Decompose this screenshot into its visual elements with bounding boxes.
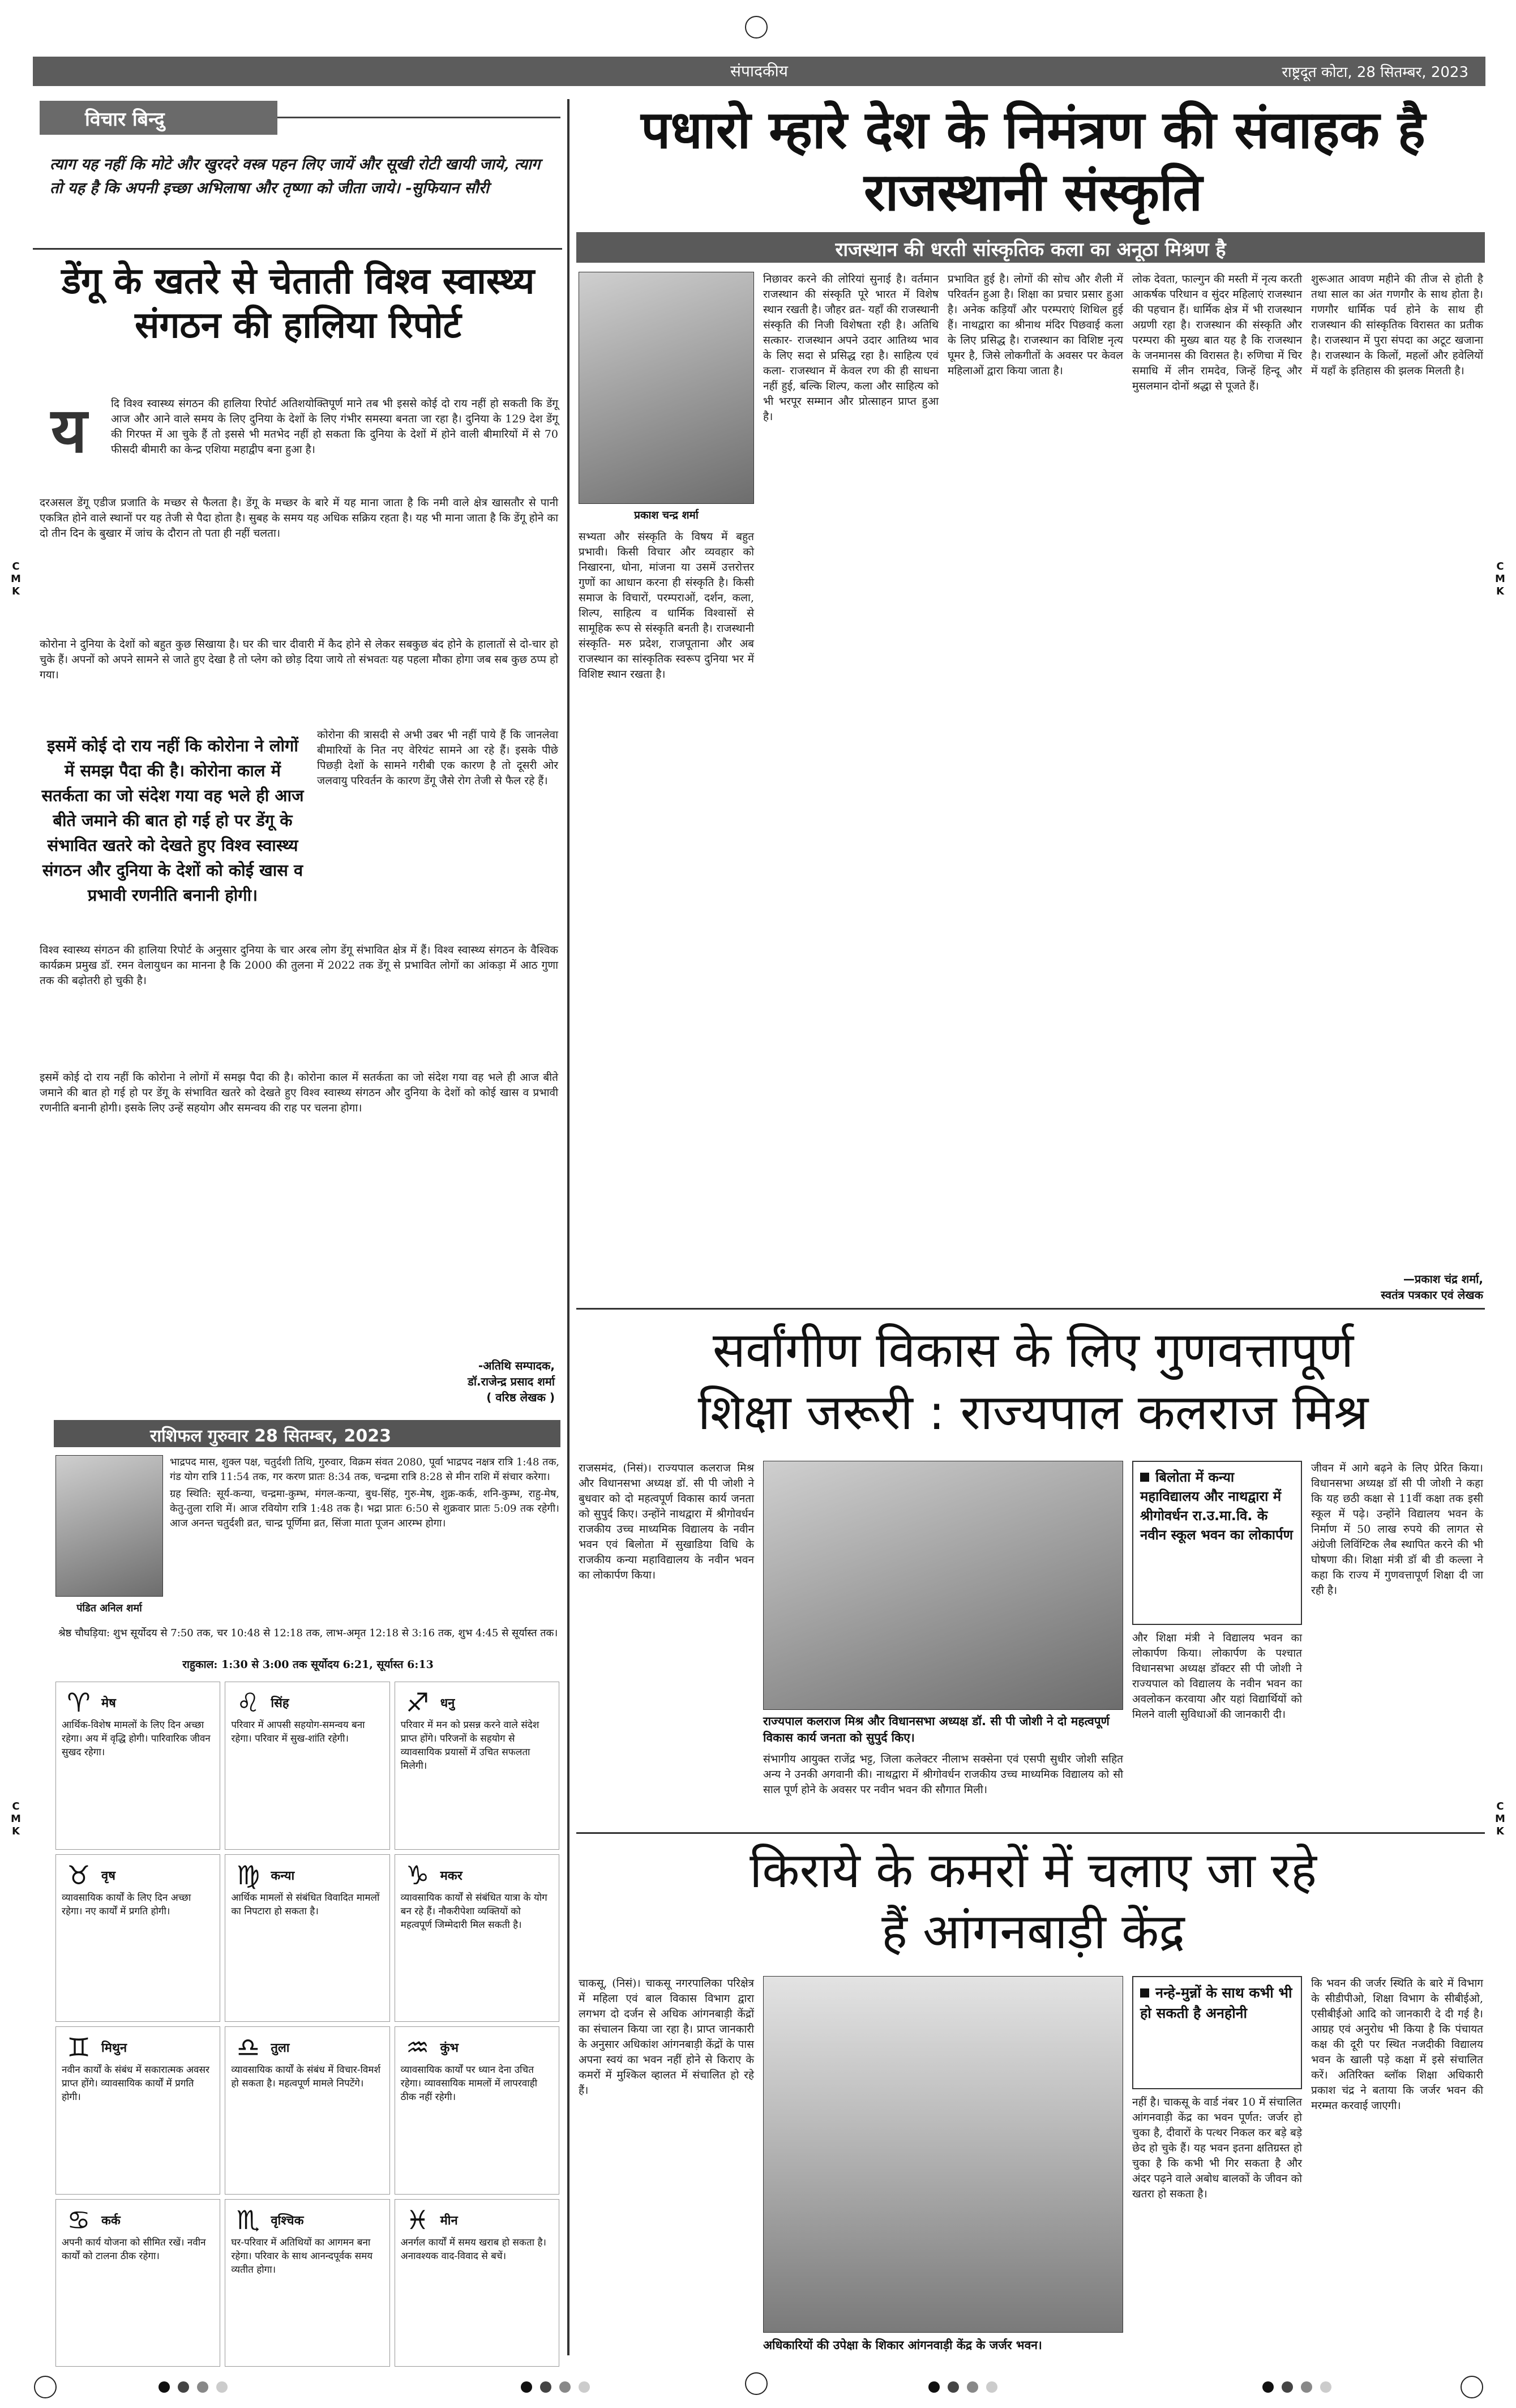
- governor-box-title: बिलोता में कन्या महाविद्यालय और नाथद्वारा में श्रीगोवर्धन रा.उ.मा.वि. के नवीन स्कूल भवन का लोकार्पण: [1140, 1469, 1293, 1543]
- rajasthan-col-3: प्रभावित हुई है। लोगों की सोच और शैली में परिवर्तन हुआ है। शिक्षा का प्रचार प्रसार हुआ है। अनेक कड़ियाँ और परम्पराएं शिथिल हुई हैं। नाथद्वारा का श्रीनाथ मंदिर पिछवाई कला के लिए प्रसिद्ध है। राजस्थान का विशिष्ट नृत्य घूमर है, जिसे लोकगीतों के अवसर पर केवल महिलाओं द्वारा किया जाता है।: [948, 273, 1123, 377]
- rajasthan-byline: —प्रकाश चंद्र शर्मा, स्वतंत्र पत्रकार एवं लेखक: [1381, 1272, 1483, 1302]
- vichar-rule: [277, 117, 560, 118]
- governor-col-4: जीवन में आगे बढ़ने के लिए प्रेरित किया। विधानसभा अध्यक्ष डॉ सी पी जोशी ने कहा कि यह छठी कक्षा से 11वीं कक्षा तक इसी स्कूल में पढ़े। उन्होंने विद्यालय भवन के निर्माण में 50 लाख रुपये की लागत से अंग्रेजी लिविंग्टिक लैब स्थापित करने की भी घोषणा की। शिक्षा मंत्री डॉ बी डी कल्ला ने कहा कि राज्य में गुणवत्तापूर्ण शिक्षा दी जा रही है।: [1311, 1462, 1483, 1597]
- governor-box-bullet: [1140, 1473, 1149, 1482]
- rashi-text: व्यावसायिक कार्यों से संबंधित यात्रा के योग बन रहे हैं। नौकरीपेशा व्यक्तियों को महत्वपूर्ण जिम्मेदारी मिल सकती है।: [400, 1892, 547, 1931]
- rashi-cell: [225, 1682, 389, 1850]
- dengue-para-5: विश्व स्वास्थ्य संगठन की हालिया रिपोर्ट के अनुसार दुनिया के चार अरब लोग डेंगू संभावित क्षेत्र में हैं। विश्व स्वास्थ्य संगठन के वैश्विक कार्यक्रम प्रमुख डॉ. रमन वेलायुधन का मानना है कि 2000 की तुलना में 2022 तक डेंगू से प्रभावित लोगों का आंकड़ा में आठ गुणा तक की बढ़ोतरी हो चुकी है।: [40, 944, 558, 987]
- governor-col-2: संभागीय आयुक्त राजेंद्र भट्ट, जिला कलेक्टर नीलाभ सक्सेना एवं एसपी सुधीर जोशी सहित अन्य ने उनकी अगवानी की। नाथद्वारा में श्रीगोवर्धन राजकीय उच्च माध्यमिक विद्यालय को सौ साल पूर्ण होने के अवसर पर नवीन भवन की सौगात मिली।: [763, 1753, 1123, 1796]
- vichar-label: विचार बिन्दु: [85, 108, 165, 131]
- anganwadi-box-title: नन्हे-मुन्नों के साथ कभी भी हो सकती है अनहोनी: [1140, 1984, 1292, 2021]
- rule: [33, 248, 562, 250]
- section-header-bar: [33, 57, 1485, 86]
- zodiac-icon: ♌: [236, 1687, 260, 1718]
- rashi-text: आर्थिक-विशेष मामलों के लिए दिन अच्छा रहेगा। अय में वृद्धि होगी। पारिवारिक जीवन सुखद रहेगा।: [62, 1720, 211, 1758]
- author-photo: [579, 272, 754, 504]
- rashi-cell: [395, 2026, 559, 2195]
- cmk-mark: C M K: [11, 1800, 21, 1837]
- rajasthan-subhead-bar: [576, 232, 1485, 263]
- rashi-text: परिवार में मन को प्रसन्न करने वाले संदेश प्राप्त होंगे। परिजनों के सहयोग से व्यावसायिक प्रयासों में उचित सफलता मिलेगी।: [400, 1720, 539, 1772]
- rashi-text: अपनी कार्य योजना को सीमित रखें। नवीन कार्यों को टालना ठीक रहेगा।: [62, 2236, 206, 2262]
- rashi-name: कन्या: [271, 1868, 295, 1883]
- rashi-name: मकर: [440, 1868, 462, 1883]
- color-bar: [1262, 2381, 1353, 2395]
- color-bar: [521, 2381, 611, 2395]
- rashi-cell: [225, 2026, 389, 2195]
- rashi-cell: [395, 1682, 559, 1850]
- governor-col-1: राजसमंद, (निसं)। राज्यपाल कलराज मिश्र और विधानसभा अध्यक्ष डॉ. सी पी जोशी ने बुधवार को दो महत्वपूर्ण विकास कार्य जनता को सुपुर्द किए। उन्होंने नाथद्वारा में श्रीगोवर्धन राजकीय उच्च माध्यमिक विद्यालय के नवीन भवन एवं बिलोता में सुखाडिया विधि के राजकीय कन्या महाविद्यालय के नवीन भवन का लोकार्पण किया।: [579, 1462, 754, 1581]
- rule: [576, 1832, 1485, 1834]
- rashi-text: परिवार में आपसी सहयोग-समन्वय बना रहेगा। परिवार में सुख-शांति रहेगी।: [231, 1720, 365, 1744]
- rashi-cell: [225, 1854, 389, 2022]
- governor-headline: सर्वांगीण विकास के लिए गुणवत्तापूर्ण शिक्षा जरूरी : राज्यपाल कलराज मिश्र: [697, 1322, 1369, 1441]
- zodiac-icon: ♊: [67, 2032, 91, 2063]
- cmk-mark: C M K: [1495, 561, 1505, 597]
- color-bar: [159, 2381, 249, 2395]
- zodiac-icon: ♈: [67, 1687, 91, 1718]
- anganwadi-col-2: नहीं है। चाकसू के वार्ड नंबर 10 में संचालित आंगनवाड़ी केंद्र का भवन पूर्णत: जर्जर हो चुका है, दीवारों के पत्थर निकल कर बड़े बड़े छेद हो चुके हैं। यह भवन इतना क्षतिग्रस्त हो चुका है कि कभी भी गिर सकता है और अंदर पढ़ने वाले अबोध बालकों के जीवन को खतरा हो सकता है।: [1132, 2096, 1302, 2200]
- registration-mark: [1461, 2376, 1483, 2398]
- zodiac-icon: ♓: [406, 2204, 430, 2235]
- pundit-name: पंडित अनिल शर्मा: [76, 1602, 142, 1614]
- dengue-para-2: दरअसल डेंगू एडीज प्रजाति के मच्छर से फैलता है। डेंगू के मच्छर के बारे में यह माना जाता है कि नमी वाले क्षेत्र खासतौर से पानी एकत्रित होने वाले स्थानों पर यह तेजी से पैदा होता है। सुबह के समय यह अधिक सक्रिय रहता है। यह भी माना जाता है कि डेंगू होने का दो तीन दिन के बुखार में जांच के दौरान तो पता ही नहीं चलता।: [40, 497, 558, 540]
- color-bar: [928, 2381, 1019, 2395]
- zodiac-icon: ♋: [67, 2204, 91, 2235]
- rashifal-title-bar: [54, 1420, 560, 1447]
- rashi-cell: [395, 2199, 559, 2367]
- zodiac-icon: ♍: [236, 1859, 260, 1891]
- anganwadi-col-3: कि भवन की जर्जर स्थिति के बारे में विभाग के सीडीपीओ, शिक्षा विभाग के सीबीईओ, एसीबीईओ आदि को जानकारी दे दी गई है। आग्रह एवं अनुरोध भी किया है कि पंचायत कक्ष की दूरी पर स्थित नजदीकी विद्यालय भवन के खाली पड़े कक्षा में इसे संचालित करें। अतिरिक्त ब्लॉक शिक्षा अधिकारी प्रकाश चंद्र ने बताया कि जर्जर भवन की मरम्मत करवाई जाएगी।: [1311, 1977, 1483, 2112]
- cmk-mark: C M K: [11, 561, 21, 597]
- rashi-name: मीन: [440, 2213, 458, 2228]
- dengue-para-4: कोरोना की त्रासदी से अभी उबर भी नहीं पाये हैं कि जानलेवा बीमारियों के नित नए वेरियंट सामने आ रहे हैं। इसके पीछे पिछड़ी देशों के सामने गरीबी एक कारण है तो दूसरी ओर जलवायु परिवर्तन के कारण डेंगू जैसे रोग तेजी से फैल रहे हैं।: [317, 729, 558, 787]
- edition-date: राष्ट्रदूत कोटा, 28 सितम्बर, 2023: [1282, 64, 1468, 81]
- dengue-author: -अतिथि सम्पादक, डॉ.राजेन्द्र प्रसाद शर्मा ( वरिष्ठ लेखक ): [468, 1359, 555, 1404]
- rashi-name: धनु: [440, 1696, 455, 1710]
- rashi-name: तुला: [271, 2041, 290, 2055]
- zodiac-icon: ♉: [67, 1859, 91, 1891]
- rashi-text: व्यावसायिक कार्यों पर ध्यान देना उचित रहेगा। व्यावसायिक मामलों में लापरवाही ठीक नहीं रहेगी।: [400, 2064, 538, 2103]
- governor-col-3: और शिक्षा मंत्री ने विद्यालय भवन का लोकार्पण किया। लोकार्पण के पश्चात विधानसभा अध्यक्ष डॉक्टर सी पी जोशी ने राज्यपाल को विद्यालय के नवीन भवन का अवलोकन करवाया और यहां विद्यार्थियों को मिलने वाली सुविधाओं की जानकारी दी।: [1132, 1632, 1302, 1721]
- rashi-name: सिंह: [271, 1696, 289, 1710]
- rashifal-choghadiya: श्रेष्ठ चौघड़िया: शुभ सूर्योदय से 7:50 तक, चर 10:48 से 12:18 तक, लाभ-अमृत 12:18 से 3:16 तक, शुभ 4:45 से सूर्यास्त तक।: [58, 1627, 558, 1639]
- rashi-text: घर-परिवार में अतिथियों का आगमन बना रहेगा। परिवार के साथ आनन्दपूर्वक समय व्यतीत होगा।: [231, 2236, 373, 2276]
- rashi-cell: [55, 1854, 220, 2022]
- rashifal-panchang: भाद्रपद मास, शुक्ल पक्ष, चतुर्दशी तिथि, गुरुवार, विक्रम संवत 2080, पूर्वा भाद्रपद नक्षत्र रात्रि 1:48 तक, गंड योग रात्रि 11:54 तक, गर करण प्रातः 8:34 तक, चन्द्रमा रात्रि 8:28 से मीन राशि में संचार करेगा। ग्रह स्थिति: सूर्य-कन्या, चन्द्रमा-कुम्भ, मंगल-कन्या, बुध-सिंह, गुरु-मेष, शुक्र-कर्क, शनि-कुम्भ, राहु-मेष, केतु-तुला राशि में। आज रवियोग रात्रि 1:48 तक है। भद्रा प्रातः 6:50 से शुक्रवार प्रातः 5:09 तक रहेगी। आज अनन्त चतुर्दशी व्रत, चान्द्र पूर्णिमा व्रत, सिंजा माता पूजन आरम्भ होगा।: [170, 1456, 559, 1529]
- vichar-quote: त्याग यह नहीं कि मोटे और खुरदरे वस्त्र पहन लिए जायें और सूखी रोटी खायी जाये, त्याग तो यह है कि अपनी इच्छा अभिलाषा और तृष्णा को जीता जाये। -सुफियान सौरी: [50, 156, 541, 197]
- rajasthan-col-4: लोक देवता, फाल्गुन की मस्ती में नृत्य करती आकर्षक परिधान व सुंदर महिलाएं राजस्थान की पहचान हैं। धार्मिक क्षेत्र में भी राजस्थान अग्रणी रहा है। राजस्थान की संस्कृति और परम्परा की मुख्य बात यह है कि राजस्थान के जनमानस की विरासत है। रुणिचा में चिर समाधि में लीन रामदेव, जिन्हें हिन्दू और मुसलमान दोनों श्रद्धा से पूजते हैं।: [1132, 273, 1302, 392]
- rashi-text: आर्थिक मामलों से संबंधित विवादित मामलों का निपटारा हो सकता है।: [231, 1892, 380, 1917]
- zodiac-icon: ♑: [406, 1859, 430, 1891]
- rashifal-title: राशिफल गुरुवार 28 सितम्बर, 2023: [150, 1426, 391, 1446]
- section-title: संपादकीय: [730, 62, 788, 80]
- rashi-name: वृश्चिक: [271, 2213, 304, 2228]
- rajasthan-subhead: राजस्थान की धरती सांस्कृतिक कला का अनूठा मिश्रण है: [835, 238, 1226, 261]
- anganwadi-box-bullet: [1140, 1988, 1149, 1998]
- dengue-headline: डेंगू के खतरे से चेताती विश्व स्वास्थ्य संगठन की हालिया रिपोर्ट: [61, 260, 535, 347]
- column-divider: [567, 99, 569, 2355]
- rashi-text: व्यावसायिक कार्यों के लिए दिन अच्छा रहेगा। नए कार्यों में प्रगति होगी।: [62, 1892, 191, 1917]
- anganwadi-photo-caption: अधिकारियों की उपेक्षा के शिकार आंगनवाड़ी केंद्र के जर्जर भवन।: [763, 2338, 1042, 2352]
- governor-box: [1132, 1461, 1302, 1625]
- rajasthan-col-1: सभ्यता और संस्कृति के विषय में बहुत प्रभावी। किसी विचार और व्यवहार को निखारना, धोना, मांजना या उसमें उत्तरोत्तर गुणों का आधान करना ही संस्कृति है। किसी समाज के विचारों, परम्पराओं, दर्शन, कला, शिल्प, साहित्य व धार्मिक विश्वासों से सामूहिक रूप से संस्कृति बनती है। राजस्थानी संस्कृति- मरु प्रदेश, राजपूताना और अब राजस्थान का सांस्कृतिक स्वरूप दुनिया भर में विशिष्ट स्थान रखता है।: [579, 531, 754, 681]
- dengue-para-1: दि विश्व स्वास्थ्य संगठन की हालिया रिपोर्ट अतिशयोक्तिपूर्ण माने तब भी इससे कोई दो राय नहीं हो सकती कि डेंगू आज और आने वाले समय के लिए दुनिया के देशों के लिए गंभीर समस्या बनता जा रहा है। दुनिया के 129 देश डेंगू की गिरफ्त में आ चुके हैं तो इससे भी मतभेद नहीं हो सकता कि दुनिया के देशों में होने वाली बीमारियों में से 70 फीसदी बीमारी का केन्द्र एशिया महाद्वीप बना हुआ है।: [111, 397, 558, 456]
- rashi-text: व्यावसायिक कार्यों के संबंध में विचार-विमर्श हो सकता है। महत्वपूर्ण मामले निपटेंगे।: [231, 2064, 381, 2089]
- anganwadi-photo: [763, 1976, 1123, 2333]
- dengue-pullquote: इसमें कोई दो राय नहीं कि कोरोना ने लोगों में समझ पैदा की है। कोरोना काल में सतर्कता का जो संदेश गया वह भले ही आज बीते जमाने की बात हो गई हो पर डेंगू के संभावित खतरे को देखते हुए विश्व स्वास्थ्य संगठन और दुनिया के देशों को कोई खास व प्रभावी रणनीति बनानी होगी।: [41, 736, 304, 905]
- cmk-mark: C M K: [1495, 1800, 1505, 1837]
- rashifal-rahukaal: राहुकाल: 1:30 से 3:00 तक सूर्योदय 6:21, सूर्यास्त 6:13: [182, 1658, 434, 1671]
- rashi-name: मिथुन: [101, 2041, 127, 2055]
- rule: [576, 1308, 1485, 1310]
- governor-photo-caption: राज्यपाल कलराज मिश्र और विधानसभा अध्यक्ष डॉ. सी पी जोशी ने दो महत्वपूर्ण विकास कार्य जनता को सुपुर्द किए।: [763, 1714, 1110, 1744]
- zodiac-icon: ♏: [236, 2204, 260, 2235]
- dengue-para-6: इसमें कोई दो राय नहीं कि कोरोना ने लोगों में समझ पैदा की है। कोरोना काल में सतर्कता का जो संदेश गया वह भले ही आज बीते जमाने की बात हो गई हो पर डेंगू के संभावित खतरे को देखते हुए विश्व स्वास्थ्य संगठन और दुनिया के देशों को कोई खास व प्रभावी रणनीति बनानी होगी। इसके लिए उन्हें सहयोग और समन्वय की राह पर चलना होगा।: [40, 1071, 558, 1114]
- registration-mark: [745, 2372, 768, 2395]
- governor-photo: [763, 1461, 1123, 1710]
- rashi-text: अनर्गल कार्यों में समय खराब हो सकता है। अनावश्यक वाद-विवाद से बचें।: [400, 2236, 546, 2262]
- zodiac-icon: ♐: [406, 1687, 430, 1718]
- dengue-para-3: कोरोना ने दुनिया के देशों को बहुत कुछ सिखाया है। घर की चार दीवारी में कैद होने से लेकर सबकुछ बंद होने के हालातों से दो-चार हो चुके हैं। अपनों को अपने सामने से जाते हुए देखा है तो प्लेग को छोड़ दिया जाये तो संभवतः यह पहला मौका होगा जब सब कुछ ठप्प हो गया।: [40, 638, 558, 681]
- vichar-label-box: [40, 101, 277, 135]
- anganwadi-headline: किराये के कमरों में चलाए जा रहे हैं आंगनबाड़ी केंद्र: [750, 1842, 1317, 1960]
- anganwadi-col-1: चाकसू, (निसं)। चाकसू नगरपालिका परिक्षेत्र में महिला एवं बाल विकास विभाग द्वारा लगभग दो दर्जन से अधिक आंगनबाड़ी केंद्रों का संचालन किया जा रहा है। प्राप्त जानकारी के अनुसार अधिकांश आंगनबाड़ी केंद्रों के पास अपना स्वयं का भवन नहीं होने से किराए के कमरों में मुश्किल व्हालत में संचालित हो रहे हैं।: [579, 1977, 754, 2097]
- rashi-cell: [55, 2026, 220, 2195]
- rajasthan-col-2: निछावर करने की लोरियां सुनाई है। वर्तमान राजस्थान की संस्कृति पूरे भारत में विशेष स्थान रखती है। जौहर व्रत- यहाँ की राजस्थानी संस्कृति की निजी विशेषता रही है। अतिथि सत्कार- राजस्थान अपने उदार आतिथ्य भाव के लिए सदा से प्रसिद्ध रहा है। साहित्य एवं कला- राजस्थान में केवल रण की ही साधना नहीं हुई, बल्कि शिल्प, कला और साहित्य को भी भरपूर सम्मान और प्रोत्साहन प्राप्त हुआ है।: [763, 273, 939, 423]
- zodiac-icon: ♒: [406, 2032, 430, 2063]
- pundit-photo: [55, 1455, 163, 1597]
- rashi-cell: [225, 2199, 389, 2367]
- registration-mark: [745, 16, 768, 39]
- author-caption: प्रकाश चन्द्र शर्मा: [634, 509, 699, 521]
- rashi-name: वृष: [101, 1868, 115, 1883]
- rashi-name: कुंभ: [440, 2041, 459, 2055]
- rajasthan-col-5: शुरूआत आवण महीने की तीज से होती है तथा साल का अंत गणगौर के साथ होता है। गणगौर धार्मिक पर्व होने के साथ ही राजस्थान की सांस्कृतिक विरासत का प्रतीक है। राजस्थान में पुरा संपदा का अटूट खजाना है। राजस्थान के किलों, महलों और हवेलियों में यहाँ के इतिहास की झलक मिलती है।: [1311, 273, 1483, 377]
- rashi-cell: [55, 2199, 220, 2367]
- zodiac-icon: ♎: [236, 2032, 260, 2063]
- rashi-name: कर्क: [101, 2213, 121, 2228]
- rashi-cell: [55, 1682, 220, 1850]
- rashi-name: मेष: [101, 1696, 116, 1710]
- rashi-grid: [55, 1682, 559, 2367]
- dengue-dropcap: य: [51, 394, 87, 467]
- anganwadi-box: [1132, 1976, 1302, 2089]
- rajasthan-headline: पधारो म्हारे देश के निमंत्रण की संवाहक है राजस्थानी संस्कृति: [641, 100, 1425, 223]
- registration-mark: [34, 2376, 57, 2398]
- rashi-text: नवीन कार्यों के संबंध में सकारात्मक अवसर प्राप्त होंगे। व्यावसायिक कार्यों में प्रगति होगी।: [62, 2064, 209, 2103]
- rashi-cell: [395, 1854, 559, 2022]
